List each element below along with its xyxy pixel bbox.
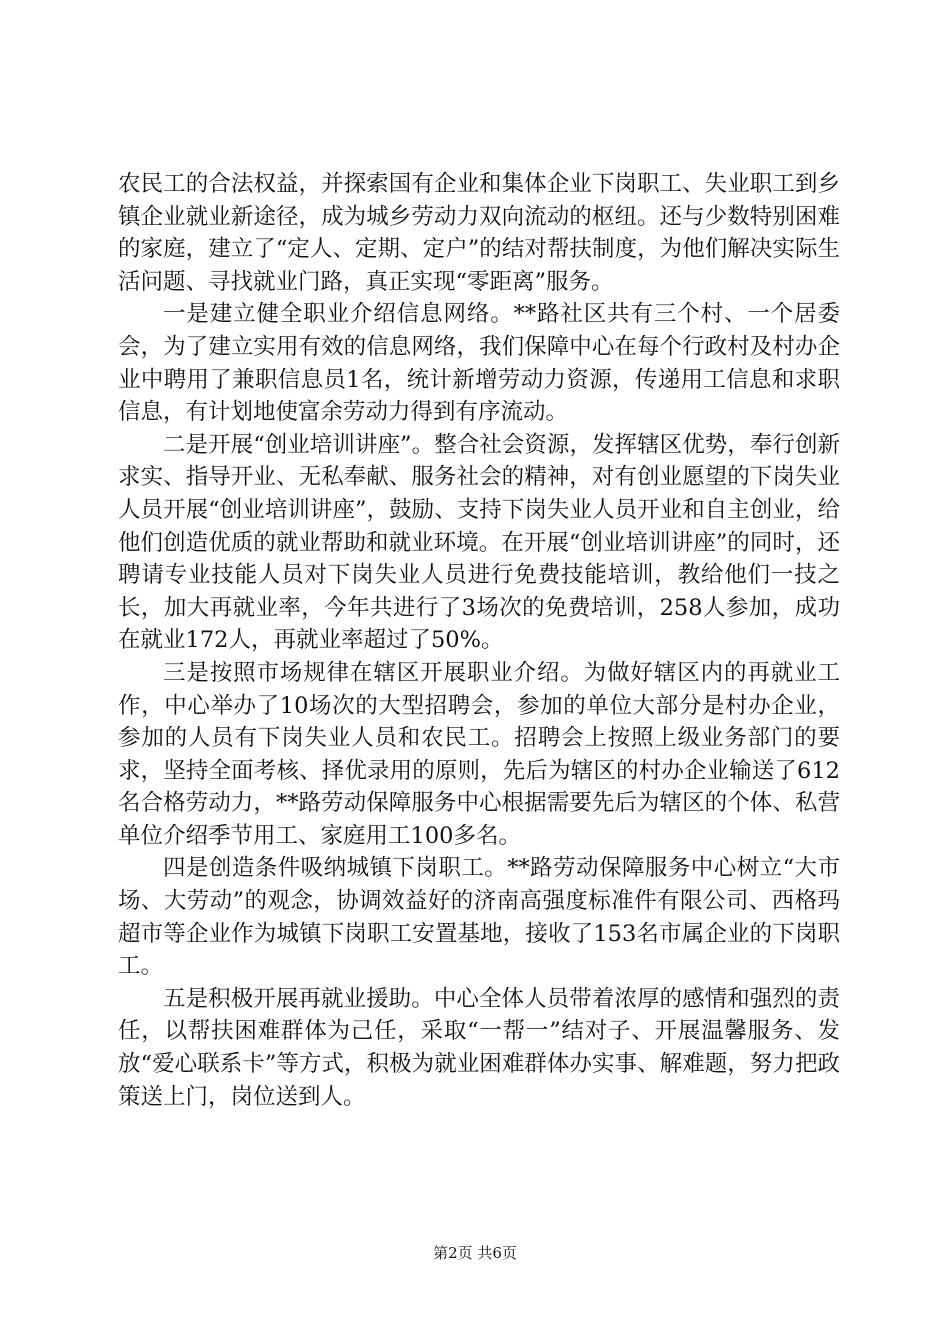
paragraph-job-placement: 三是按照市场规律在辖区开展职业介绍。为做好辖区内的再就业工作，中心举办了10场次的大型招聘会，参加的单位大部分是村办企业，参加的人员有下岗失业人员和农民工。招聘会上按照上级业务部门的要求，坚持全面考核、择优录用的原则，先后为辖区的村办企业输送了612名合格劳动力，**路劳动保障服务中心根据需要先后为辖区的个体、私营单位介绍季节用工、家庭用工100多名。 xyxy=(118,659,840,849)
document-body xyxy=(118,168,840,1113)
paragraph-reemployment-assistance: 五是积极开展再就业援助。中心全体人员带着浓厚的感情和强烈的责任，以帮扶困难群体为己任，采取“一帮一”结对子、开展温馨服务、发放“爱心联系卡”等方式，积极为就业困难群体办实事、解难题，努力把政策送上门，岗位送到人。 xyxy=(118,985,840,1110)
paragraph-info-network: 一是建立健全职业介绍信息网络。**路社区共有三个村、一个居委会，为了建立实用有效的信息网络，我们保障中心在每个行政村及村办企业中聘用了兼职信息员1名，统计新增劳动力资源，传递用工信息和求职信息，有计划地使富余劳动力得到有序流动。 xyxy=(118,301,840,426)
paragraph-laid-off-workers: 四是创造条件吸纳城镇下岗职工。**路劳动保障服务中心树立“大市场、大劳动”的观念，协调效益好的济南高强度标准件有限公司、西格玛超市等企业作为城镇下岗职工安置基地，接收了153名市属企业的下岗职工。 xyxy=(118,855,840,980)
paragraph-entrepreneurship-training: 二是开展“创业培训讲座”。整合社会资源，发挥辖区优势，奉行创新求实、指导开业、无私奉献、服务社会的精神，对有创业愿望的下岗失业人员开展“创业培训讲座”，鼓励、支持下岗失业人员开业和自主创业，给他们创造优质的就业帮助和就业环境。在开展“创业培训讲座”的同时，还聘请专业技能人员对下岗失业人员进行免费技能培训，教给他们一技之长，加大再就业率，今年共进行了3场次的免费培训，258人参加，成功在就业172人，再就业率超过了50%。 xyxy=(118,431,840,654)
page-footer: 第2页 共6页 xyxy=(433,1244,517,1262)
paragraph-continuation: 农民工的合法权益，并探索国有企业和集体企业下岗职工、失业职工到乡镇企业就业新途径，成为城乡劳动力双向流动的枢纽。还与少数特别困难的家庭，建立了“定人、定期、定户”的结对帮扶制度，为他们解决实际生活问题、寻找就业门路，真正实现“零距离”服务。 xyxy=(118,171,840,295)
